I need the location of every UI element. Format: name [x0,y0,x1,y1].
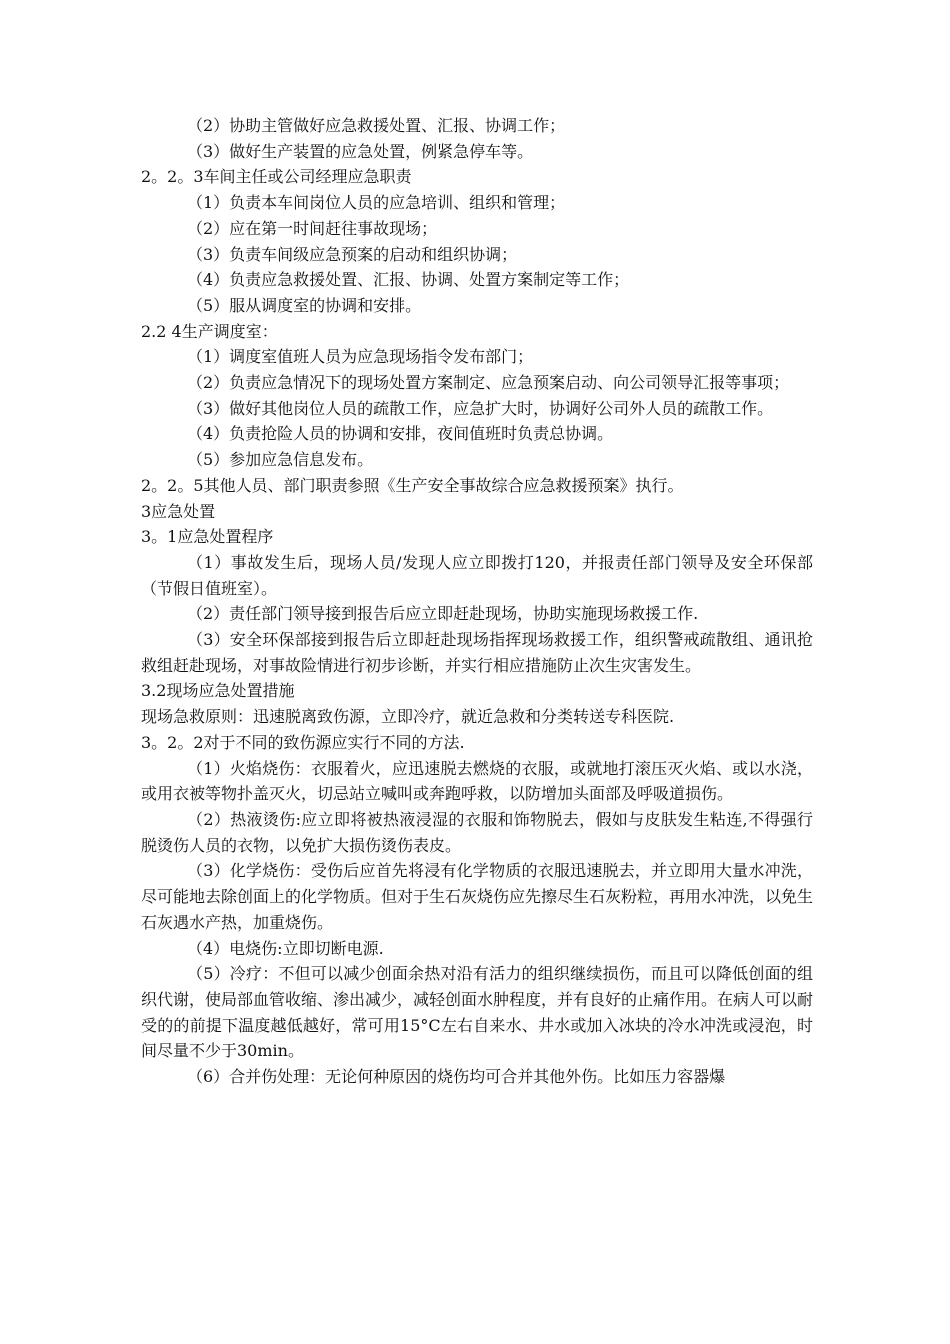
section-heading: 3。2。2对于不同的致伤源应实行不同的方法. [141,732,465,752]
text-line: （4）负责应急救援处置、汇报、协调、处置方案制定等工作； [187,270,630,290]
paragraph: （2）负责应急情况下的现场处置方案制定、应急预案启动、向公司领导汇报等事项； [187,373,790,393]
text-line: （1）调度室值班人员为应急现场指令发布部门； [187,347,534,367]
text-line: （1）负责本车间岗位人员的应急培训、组织和管理； [187,193,566,213]
text-line: （5）参加应急信息发布。 [187,450,374,470]
text-line: （2）应在第一时间赶往事故现场； [187,218,438,238]
section-heading: 2。2。3车间主任或公司经理应急职责 [141,167,412,187]
text-line: （5）服从调度室的协调和安排。 [187,295,422,315]
text-line: 现场急救原则：迅速脱离致伤源，立即冷疗，就近急救和分类转送专科医院. [141,707,675,727]
text-line: （3）负责车间级应急预案的启动和组织协调； [187,244,518,264]
document-page [141,113,813,1090]
text-line: （3）做好生产装置的应急处置，例紧急停车等。 [187,141,534,161]
section-heading: 3。1应急处置程序 [141,527,274,547]
paragraph: （1）火焰烧伤：衣服着火，应迅速脱去燃烧的衣服，或就地打滚压灭火焰、或以水浇，或用衣被等物扑盖灭火，切忌站立喊叫或奔跑呼救，以防增加头面部及呼吸道损伤。 [141,758,813,804]
text-line: （4）负责抢险人员的协调和安排，夜间值班时负责总协调。 [187,424,614,444]
section-heading: 3.2现场应急处置措施 [141,681,295,701]
paragraph: （1）事故发生后，现场人员/发现人应立即拨打120，并报责任部门领导及安全环保部（节假日值班室）。 [141,552,813,598]
paragraph: （5）冷疗：不但可以减少创面余热对沿有活力的组织继续损伤，而且可以降低创面的组织代谢，使局部血管收缩、渗出减少，减轻创面水肿程度，并有良好的止痛作用。在病人可以耐受的的前提下温度越低越好，常可用15°C左右自来水、井水或加入冰块的冷水冲洗或浸泡，时间尽量不少于30min。 [141,964,814,1061]
text-line: （6）合并伤处理：无论何种原因的烧伤均可合并其他外伤。比如压力容器爆 [187,1067,726,1087]
text-line: （4）电烧伤:立即切断电源. [187,938,384,958]
section-heading: 3应急处置 [141,501,216,521]
paragraph: （2）热液烫伤:应立即将被热液浸湿的衣服和饰物脱去，假如与皮肤发生粘连,不得强行脱烫伤人员的衣物，以免扩大损伤烫伤表皮。 [141,809,813,855]
section-heading: 2.2 4生产调度室： [141,321,278,341]
text-line: （2）协助主管做好应急救援处置、汇报、协调工作； [187,116,566,135]
text-line: （2）责任部门领导接到报告后应立即赶赴现场，协助实施现场救援工作. [187,604,699,624]
section-heading: 2。2。5其他人员、部门职责参照《生产安全事故综合应急救援预案》执行。 [141,475,684,495]
paragraph: （3）安全环保部接到报告后立即赶赴现场指挥现场救援工作，组织警戒疏散组、通讯抢救组赶赴现场，对事故险情进行初步诊断，并实行相应措施防止次生灾害发生。 [141,630,813,675]
paragraph: （3）做好其他岗位人员的疏散工作，应急扩大时，协调好公司外人员的疏散工作。 [187,398,774,418]
paragraph: （3）化学烧伤：受伤后应首先将浸有化学物质的衣服迅速脱去，并立即用大量水冲洗，尽可能地去除创面上的化学物质。但对于生石灰烧伤应先擦尽生石灰粉粒，再用水冲洗，以免生石灰遇水产热，加重烧伤。 [141,861,814,932]
